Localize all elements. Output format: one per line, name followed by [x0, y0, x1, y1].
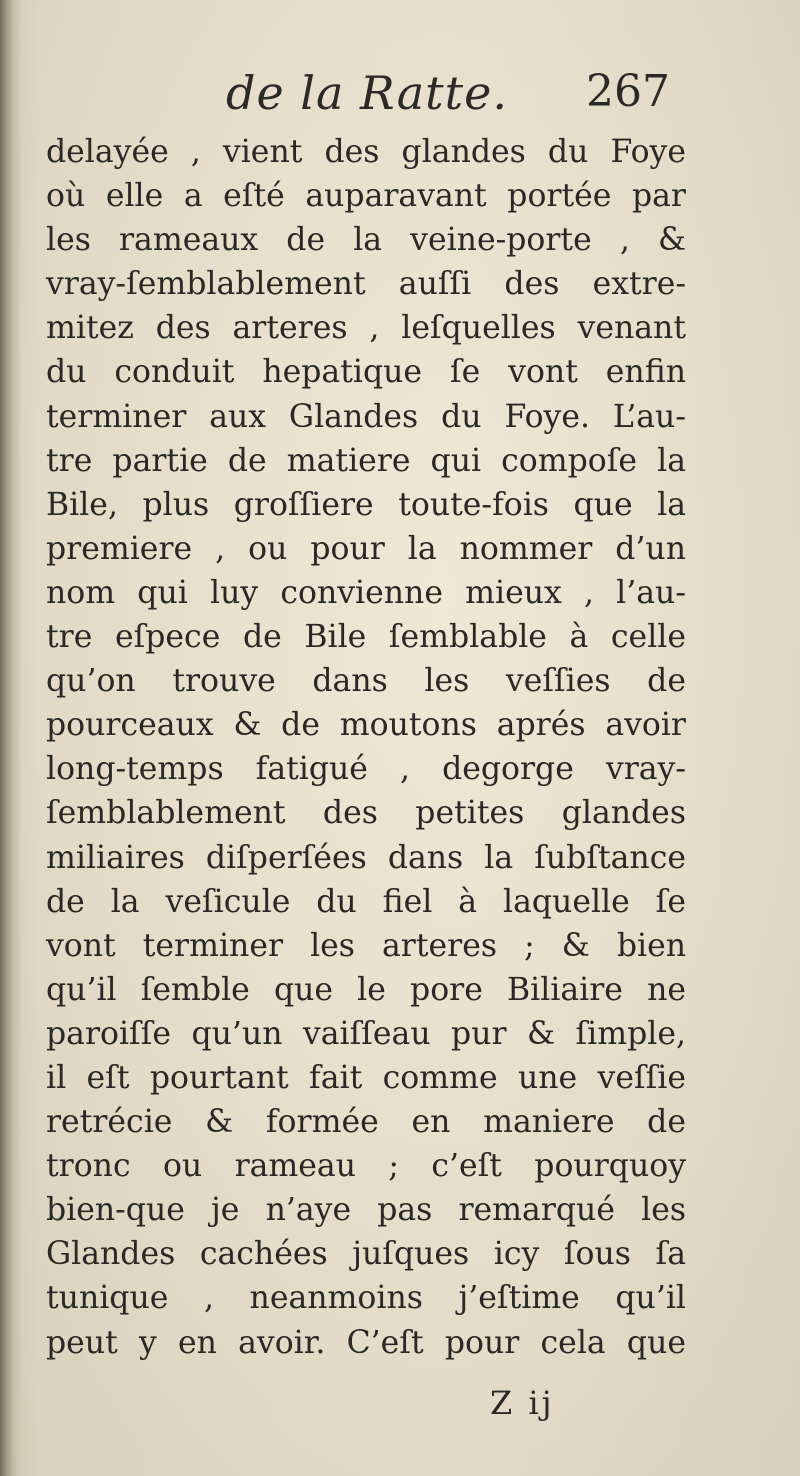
running-title: de la Ratte.	[226, 66, 508, 120]
page-gutter-shadow	[0, 0, 22, 1476]
text-line: vray-ſemblablement auſſi des extre-	[46, 266, 686, 303]
text-line: tronc ou rameau ; c’eſt pourquoy	[46, 1148, 686, 1185]
running-head	[0, 66, 800, 126]
text-line: vont terminer les arteres ; & bien	[46, 927, 686, 964]
text-line: pourceaux & de moutons aprés avoir	[46, 707, 686, 744]
text-line: les rameaux de la veine-porte , &	[46, 222, 686, 259]
text-line: delayée , vient des glandes du Foye	[46, 134, 686, 170]
text-line: ſemblablement des petites glandes	[46, 795, 686, 832]
text-line: terminer aux Glandes du Foye. L’au-	[46, 398, 686, 435]
text-line: peut y en avoir. C’eſt pour cela que	[46, 1324, 686, 1361]
text-line: tre partie de matiere qui compoſe la	[46, 442, 686, 479]
text-line: long-temps fatigué , degorge vray-	[46, 751, 686, 788]
text-line: tunique , neanmoins j’eſtime qu’il	[46, 1280, 686, 1317]
text-line: bien-que je n’aye pas remarqué les	[46, 1192, 686, 1229]
page-number: 267	[586, 66, 670, 117]
text-line: qu’il ſemble que le pore Biliaire ne	[46, 971, 686, 1008]
text-line: mitez des arteres , leſquelles venant	[46, 310, 686, 347]
text-line: qu’on trouve dans les veſſies de	[46, 663, 686, 700]
text-line: Glandes cachées juſques icy ſous ſa	[46, 1236, 686, 1273]
text-line: tre eſpece de Bile ſemblable à celle	[46, 619, 686, 656]
signature-mark: Z ij	[490, 1384, 555, 1422]
text-line: où elle a eſté auparavant portée par	[46, 178, 686, 215]
text-line: retrécie & formée en maniere de	[46, 1104, 686, 1141]
text-line: Bile, plus groſſiere toute-fois que la	[46, 486, 686, 523]
text-line: nom qui luy convienne mieux , l’au-	[46, 574, 686, 611]
body-text	[46, 130, 686, 1365]
text-line: premiere , ou pour la nommer d’un	[46, 530, 686, 567]
text-line: de la veſicule du fiel à laquelle ſe	[46, 883, 686, 920]
text-line: miliaires diſperſées dans la ſubſtance	[46, 839, 686, 876]
text-line: paroiſſe qu’un vaiſſeau pur & ſimple,	[46, 1015, 686, 1052]
text-line: du conduit hepatique ſe vont enfin	[46, 354, 686, 391]
text-line: il eſt pourtant fait comme une veſſie	[46, 1059, 686, 1096]
